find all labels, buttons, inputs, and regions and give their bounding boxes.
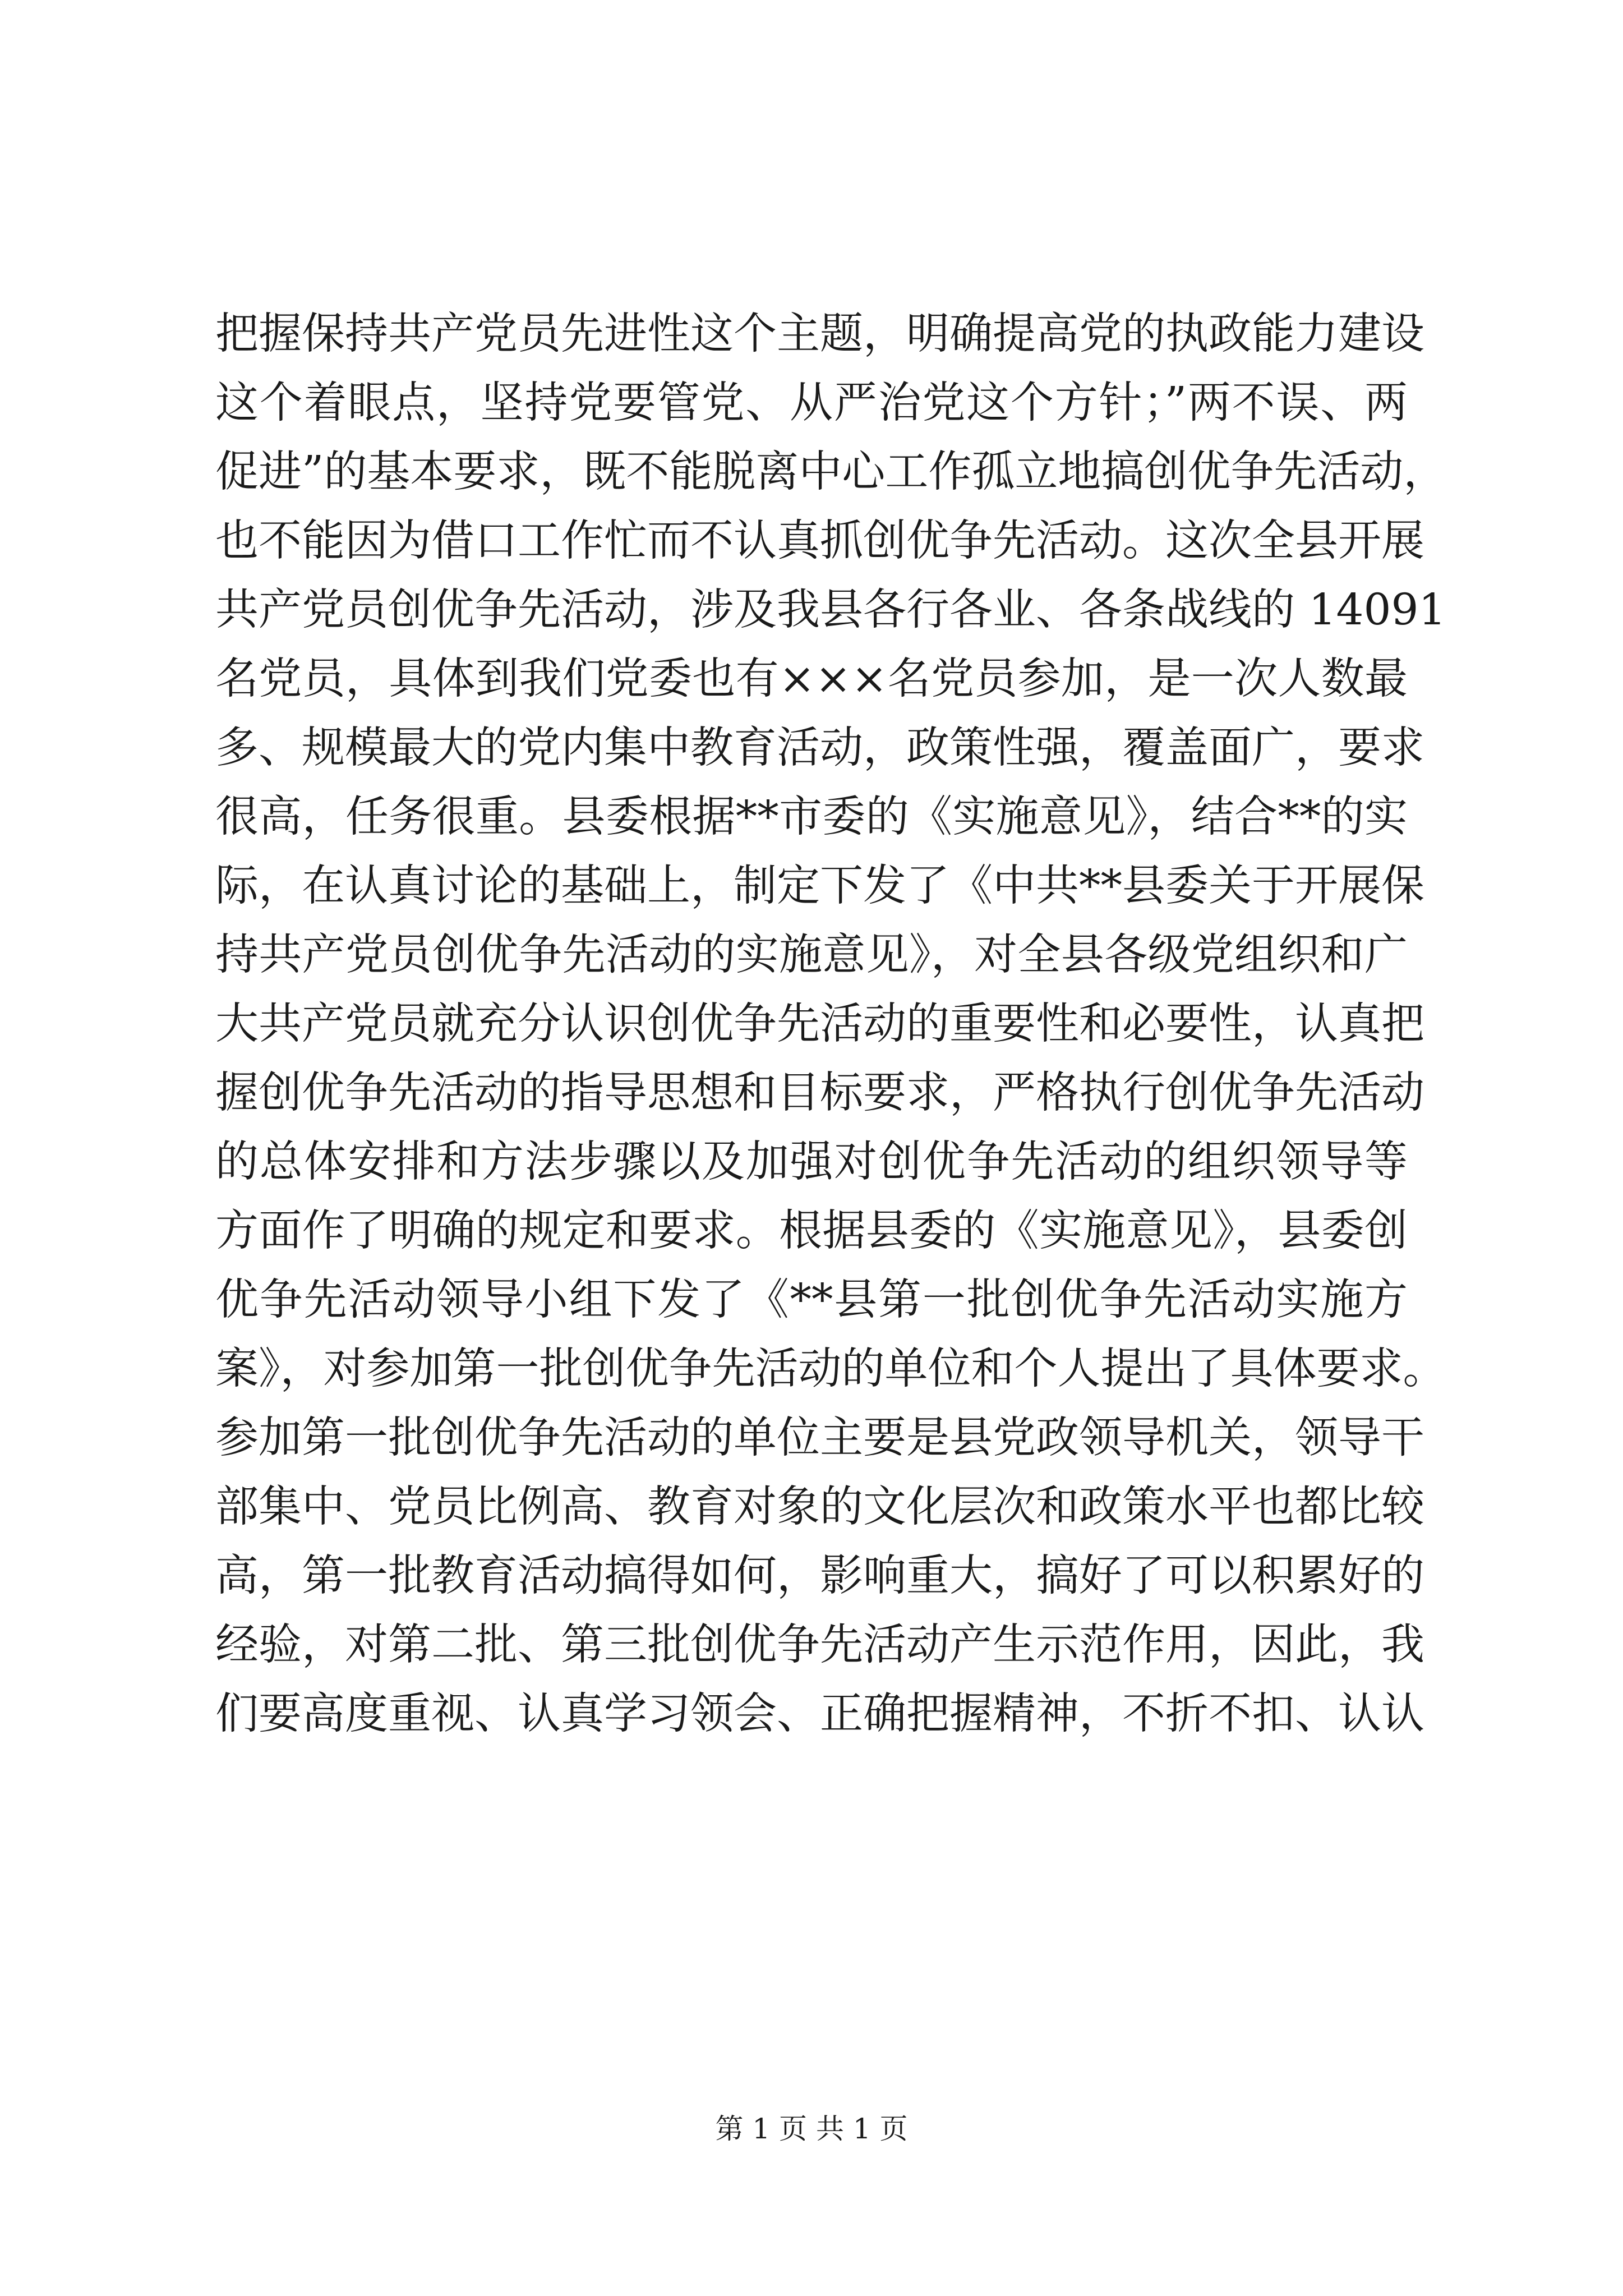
text-line-18: 部集中、党员比例高、教育对象的文化层次和政策水平也都比较	[215, 1482, 1424, 1532]
text-line-10: 持共产党员创优争先活动的实施意见》，对全县各级党组织和广	[215, 930, 1408, 980]
text-line-6: 名党员，具体到我们党委也有×××名党员参加，是一次人数最	[215, 654, 1408, 704]
text-line-17: 参加第一批创优争先活动的单位主要是县党政领导机关，领导干	[215, 1413, 1424, 1463]
body-text	[215, 300, 1447, 1749]
text-line-3: 促进”的基本要求，既不能脱离中心工作孤立地搞创优争先活动，	[215, 447, 1447, 497]
text-line-9: 际，在认真讨论的基础上，制定下发了《中共**县委关于开展保	[215, 861, 1424, 911]
text-line-5: 共产党员创优争先活动，涉及我县各行各业、各条战线的 14091	[215, 585, 1446, 635]
text-line-7: 多、规模最大的党内集中教育活动，政策性强，覆盖面广，要求	[215, 723, 1424, 773]
text-line-16: 案》，对参加第一批创优争先活动的单位和个人提出了具体要求。	[215, 1344, 1446, 1394]
page-number-label: 第 1 页 共 1 页	[715, 2113, 908, 2145]
text-line-12: 握创优争先活动的指导思想和目标要求，严格执行创优争先活动	[215, 1068, 1424, 1118]
text-line-1: 把握保持共产党员先进性这个主题，明确提高党的执政能力建设	[215, 309, 1424, 359]
page-footer	[0, 2109, 1623, 2148]
text-line-15: 优争先活动领导小组下发了《**县第一批创优争先活动实施方	[215, 1275, 1408, 1325]
text-line-13: 的总体安排和方法步骤以及加强对创优争先活动的组织领导等	[215, 1137, 1408, 1187]
text-line-8: 很高，任务很重。县委根据**市委的《实施意见》，结合**的实	[215, 792, 1408, 842]
text-line-11: 大共产党员就充分认识创优争先活动的重要性和必要性，认真把	[215, 999, 1424, 1049]
text-line-2: 这个着眼点，坚持党要管党、从严治党这个方针；”两不误、两	[215, 378, 1408, 428]
text-line-4: 也不能因为借口工作忙而不认真抓创优争先活动。这次全县开展	[215, 516, 1424, 566]
text-line-21: 们要高度重视、认真学习领会、正确把握精神，不折不扣、认认	[215, 1689, 1424, 1739]
text-line-14: 方面作了明确的规定和要求。根据县委的《实施意见》，县委创	[215, 1206, 1408, 1256]
text-line-20: 经验，对第二批、第三批创优争先活动产生示范作用，因此，我	[215, 1620, 1424, 1670]
text-line-19: 高，第一批教育活动搞得如何，影响重大，搞好了可以积累好的	[215, 1551, 1424, 1601]
